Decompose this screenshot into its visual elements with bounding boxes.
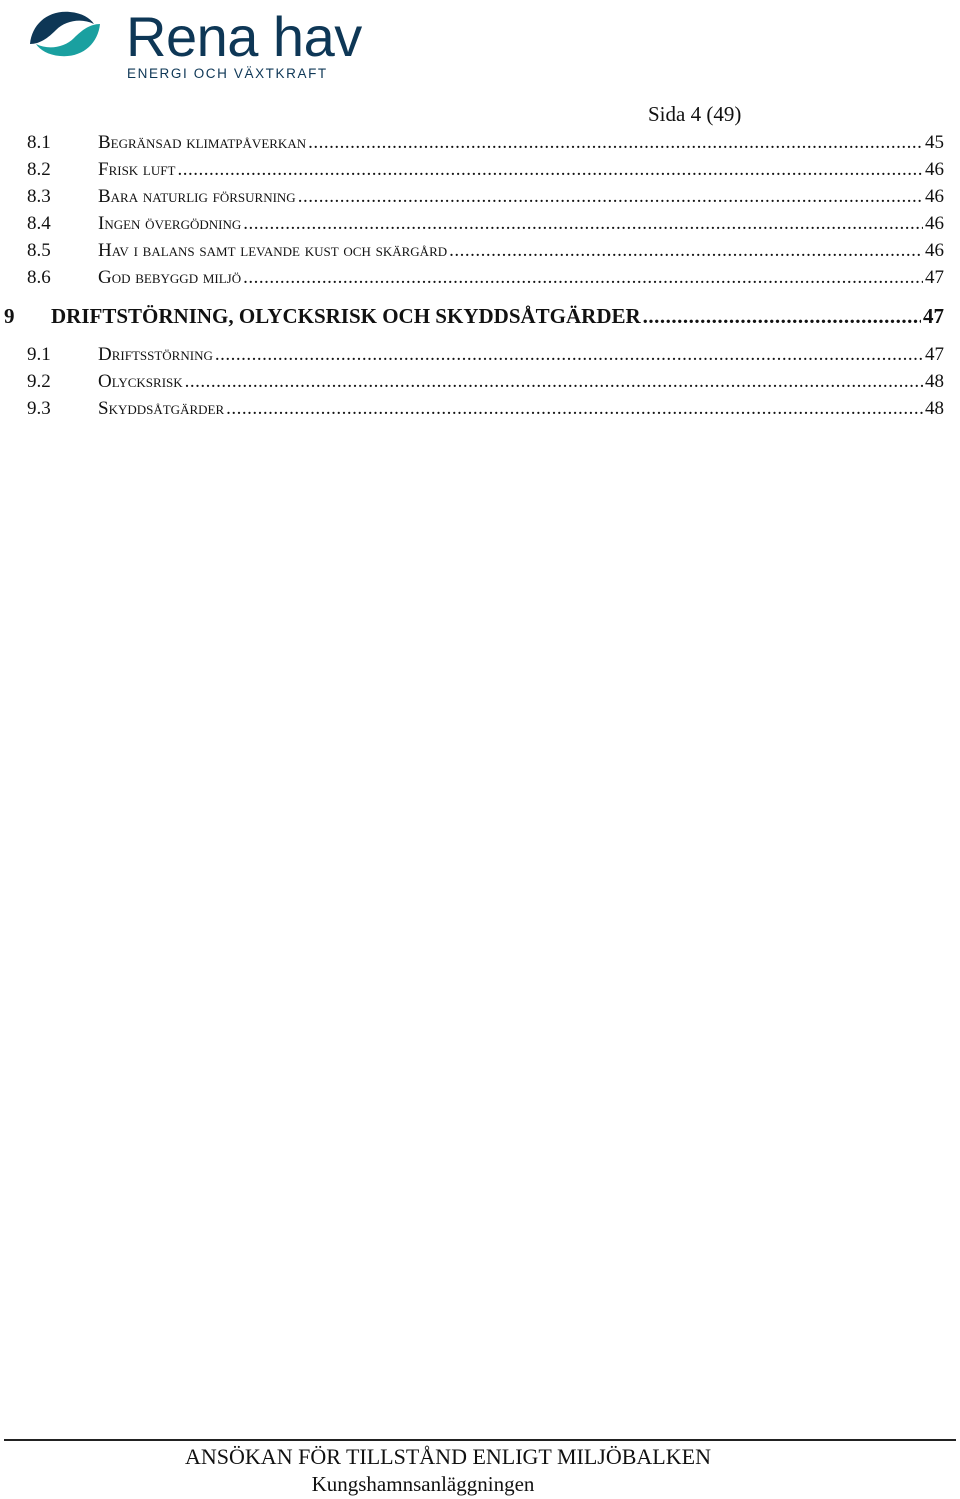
toc-title: Bara naturlig försurning [98,186,296,207]
toc-number: 9.2 [27,371,51,392]
toc-title: DRIFTSTÖRNING, OLYCKSRISK OCH SKYDDSÅTGÄRDER [51,304,641,328]
toc-page: 45 [925,132,944,153]
toc-title: Frisk luft [98,159,176,180]
toc-number: 8.3 [27,186,51,207]
toc-title: Driftsstörning [98,344,213,365]
toc-number: 9 [4,304,15,328]
toc-leader-dots [643,304,921,329]
toc-page: 47 [925,344,944,365]
toc-leader-dots [215,344,923,366]
toc-entry-9-2[interactable] [27,371,944,393]
toc-page: 46 [925,159,944,180]
toc-number: 8.6 [27,267,51,288]
toc-number: 9.3 [27,398,51,419]
toc-page: 47 [925,267,944,288]
toc-leader-dots [185,371,923,393]
toc-entry-8-6[interactable] [27,267,944,289]
toc-page: 48 [925,398,944,419]
toc-entry-8-1[interactable] [27,132,944,154]
page-number: Sida 4 (49) [648,102,742,126]
toc-title: Olycksrisk [98,371,183,392]
toc-title: Skyddsåtgärder [98,398,225,419]
toc-page: 46 [925,213,944,234]
footer-divider [4,1439,956,1441]
toc-page: 48 [925,371,944,392]
toc-leader-dots [177,159,923,181]
toc-number: 8.1 [27,132,51,153]
toc-page: 46 [925,186,944,207]
toc-entry-8-5[interactable] [27,240,944,262]
toc-entry-9-1[interactable] [27,344,944,366]
company-logo [26,4,396,84]
toc-number: 8.4 [27,213,51,234]
toc-leader-dots [243,267,923,289]
toc-number: 9.1 [27,344,51,365]
toc-entry-9[interactable] [4,304,944,329]
toc-leader-dots [298,186,923,208]
toc-entry-9-3[interactable] [27,398,944,420]
toc-title: Hav i balans samt levande kust och skärgård [98,240,448,261]
toc-page: 46 [925,240,944,261]
footer-subtitle: Kungshamnsanläggningen [311,1472,535,1496]
toc-leader-dots [243,213,923,235]
toc-title: God bebyggd miljö [98,267,242,288]
logo-name: Rena hav [126,5,362,68]
toc-leader-dots [449,240,923,262]
toc-entry-8-2[interactable] [27,159,944,181]
toc-number: 8.5 [27,240,51,261]
toc-leader-dots [308,132,923,154]
toc-leader-dots [226,398,923,420]
logo-mark-icon [26,4,104,64]
footer-title: ANSÖKAN FÖR TILLSTÅND ENLIGT MILJÖBALKEN [185,1444,711,1469]
logo-tagline: ENERGI OCH VÄXTKRAFT [127,66,328,81]
toc-page: 47 [923,304,944,328]
toc-number: 8.2 [27,159,51,180]
toc-title: Ingen övergödning [98,213,242,234]
toc-entry-8-3[interactable] [27,186,944,208]
toc-entry-8-4[interactable] [27,213,944,235]
toc-title: Begränsad klimatpåverkan [98,132,307,153]
